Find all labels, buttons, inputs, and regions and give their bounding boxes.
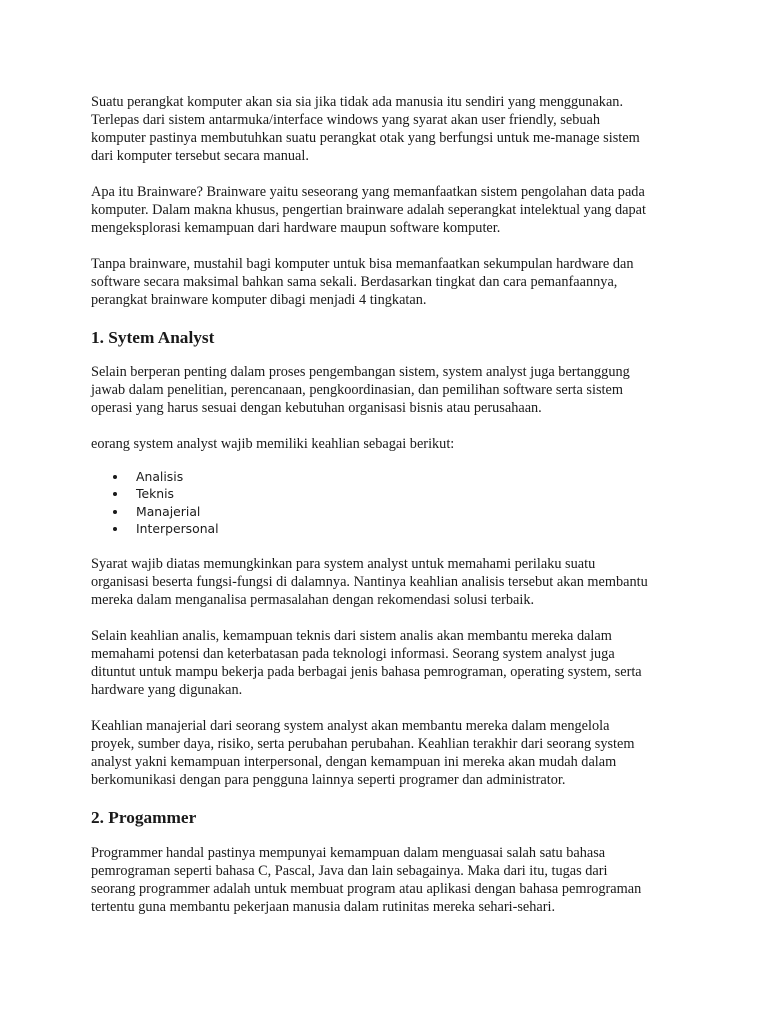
list-item-label: Teknis <box>136 486 175 502</box>
skills-intro-paragraph: eorang system analyst wajib memiliki keahlian sebagai berikut: <box>91 436 455 452</box>
technical-skills-paragraph: Selain keahlian analis, kemampuan teknis dari sistem analis akan membantu mereka dalam memahami potensi dan keterbatasan pada teknologi informasi. Seorang system analyst juga dituntut untuk mampu bekerja pada berbagai jenis bahasa pemrograman, operating system, serta hardware yang digunakan. <box>91 628 642 699</box>
list-item <box>91 485 691 502</box>
section-heading-system-analyst: 1. Sytem Analyst <box>91 328 215 347</box>
section-heading-programmer: 2. Progammer <box>91 808 197 828</box>
list-item <box>91 520 691 537</box>
programmer-paragraph: Programmer handal pastinya mempunyai kemampuan dalam menguasai salah satu bahasa pemrograman seperti bahasa C, Pascal, Java dan lain sebagainya. Maka dari itu, tugas dari seorang programmer adalah untuk membuat program atau aplikasi dengan bahasa pemrograman tertentu guna membantu pekerjaan manusia dalam rutinitas mereka sehari-sehari. <box>91 845 642 916</box>
brainware-definition-paragraph: Apa itu Brainware? Brainware yaitu seseorang yang memanfaatkan sistem pengolahan data pada komputer. Dalam makna khusus, pengertian brainware adalah seperangkat intelektual yang dapat mengeksplorasi kemampuan dari hardware maupun software komputer. <box>91 184 646 236</box>
brainware-levels-paragraph: Tanpa brainware, mustahil bagi komputer untuk bisa memanfaatkan sekumpulan hardware dan software secara maksimal bahkan sama sekali. Berdasarkan tingkat dan cara pemanfaannya, perangkat brainware komputer dibagi menjadi 4 tingkatan. <box>91 256 634 308</box>
requirements-paragraph: Syarat wajib diatas memungkinkan para system analyst untuk memahami perilaku suatu organisasi beserta fungsi-fungsi di dalamnya. Nantinya keahlian analisis tersebut akan membantu mereka dalam menganalisa permasalahan dengan rekomendasi solusi terbaik. <box>91 556 648 609</box>
system-analyst-paragraph: Selain berperan penting dalam proses pengembangan sistem, system analyst juga bertanggung jawab dalam penelitian, perencanaan, pengkoordinasian, dan pemilihan software serta sistem operasi yang harus sesuai dengan kebutuhan organisasi bisnis atau perusahaan. <box>91 364 630 416</box>
list-item-label: Interpersonal <box>136 520 219 536</box>
list-item <box>91 503 691 520</box>
bullet-icon <box>113 475 117 479</box>
document-page <box>91 93 691 916</box>
managerial-skills-paragraph: Keahlian manajerial dari seorang system analyst akan membantu mereka dalam mengelola proyek, sumber daya, risiko, serta perubahan perubahan. Keahlian terakhir dari seorang system analyst yakni kemampuan interpersonal, dengan kemampuan ini mereka akan mudah dalam berkomunikasi dengan para pengguna lainnya seperti programer dan administrator. <box>91 718 635 789</box>
list-item <box>91 468 691 485</box>
list-item-label: Manajerial <box>136 503 201 519</box>
bullet-icon <box>113 510 117 514</box>
list-item-label: Analisis <box>136 469 184 484</box>
bullet-icon <box>113 492 117 496</box>
skills-list <box>91 468 691 537</box>
bullet-icon <box>113 527 117 531</box>
intro-paragraph: Suatu perangkat komputer akan sia sia jika tidak ada manusia itu sendiri yang menggunakan. Terlepas dari sistem antarmuka/interface windows yang syarat akan user friendly, sebuah komputer pastinya membutuhkan suatu perangkat otak yang berfungsi untuk me-manage sistem dari komputer tersebut secara manual. <box>91 94 640 164</box>
